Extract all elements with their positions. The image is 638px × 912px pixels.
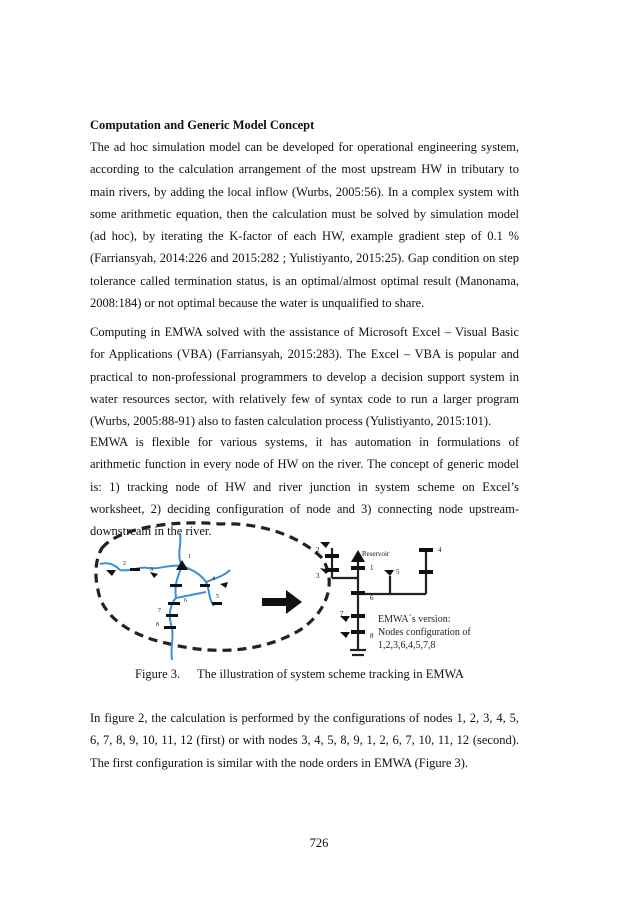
page-number: 726 — [309, 836, 329, 850]
left-node-bar — [212, 602, 222, 605]
scheme-inflow-arrow — [320, 542, 330, 548]
scheme-node-label: 1 — [370, 564, 374, 572]
paragraph-3: EMWA is flexible for various systems, it has automation in formulations of arithmetic function in every node of HW on the river. The concept of generic model is: 1) tracking node of HW and river junction in system scheme on Excel’s worksheet, 2) deciding configuration of node and 3) connecting node upstream-downstream in the river. — [90, 435, 519, 539]
reservoir-label: Reservoir — [362, 550, 390, 558]
left-node-label: 3 — [150, 567, 153, 573]
left-node-bar — [170, 584, 182, 587]
scheme-node-bar — [351, 630, 365, 634]
transform-arrow-icon — [262, 590, 302, 614]
scheme-node-label: 5 — [396, 568, 400, 576]
legend-line: 1,2,3,6,4,5,7,8 — [378, 640, 436, 651]
scheme-inflow-arrow — [384, 570, 394, 576]
left-inflow-arrow — [106, 570, 116, 576]
legend-line: Nodes configuration of — [378, 627, 471, 638]
figure-caption — [135, 667, 464, 682]
scheme-node-bar — [419, 570, 433, 574]
scheme-node-label: 7 — [340, 610, 344, 618]
left-node-bar — [130, 568, 140, 571]
left-node-label: 7 — [158, 608, 161, 614]
paragraph-4: In figure 2, the calculation is performed by the configurations of nodes 1, 2, 3, 4, 5, 6, 7, 8, 9, 10, 11, 12 (first) or with nodes 3, 4, 5, 8, 9, 1, 2, 6, 7, 10, 11, 12 (second). The first configuration is similar with the node orders in EMWA (Figure 3). — [90, 711, 519, 770]
scheme-node-label: 8 — [370, 632, 374, 640]
scheme-node-label: 3 — [316, 572, 320, 580]
river-network — [100, 533, 230, 660]
left-node-bar — [166, 614, 178, 617]
left-node-bar — [168, 602, 180, 605]
scheme-inflow-arrow — [340, 632, 350, 638]
catchment-boundary — [96, 523, 329, 650]
figure-3-svg — [90, 518, 520, 660]
figure-number: Figure 3. — [135, 667, 181, 681]
left-node-label: 6 — [184, 598, 187, 604]
figure-caption-text: The illustration of system scheme tracking in EMWA — [197, 667, 464, 681]
scheme-node-label: 6 — [370, 594, 374, 602]
legend-line: EMWA´s version: — [378, 614, 451, 625]
scheme-node-bar — [325, 554, 339, 558]
left-node-label: 8 — [156, 622, 159, 628]
scheme-node-bar — [419, 548, 433, 552]
paragraph-1: The ad hoc simulation model can be developed for operational engineering system, according to the calculation arrangement of the most upstream HW in tributary to main rivers, by adding the local inflow (Wurbs, 2005:56). In a complex system with some arithmetic equation, then the calculation must be solved by simulation model (ad hoc), by iterating the K-factor of each HW, example gradient step of 0.1 % (Farriansyah, 2014:226 and 2015:282 ; Yulistiyanto, 2015:25). Gap condition on step tolerance called termination status, is an optimal/almost optimal result (Manonama, 2008:184) or not optimal because the water is unqualified to share. — [90, 140, 519, 311]
scheme-node-bar — [351, 591, 365, 595]
paragraph-2: Computing in EMWA solved with the assistance of Microsoft Excel – Visual Basic for Applications (VBA) (Farriansyah, 2015:283). The Excel – VBA is popular and practical to non-professional programmers to develop a decision support system in water resources sector, with relatively few of syntax code to run a larger program (Wurbs, 2005:88-91) also to fasten calculation process (Yulistiyanto, 2015:101). — [90, 325, 519, 429]
left-node-label: 2 — [123, 561, 126, 567]
left-inflow-arrow — [220, 582, 228, 588]
section-heading: Computation and Generic Model Concept — [90, 118, 315, 132]
scheme-node-bar — [351, 614, 365, 618]
scheme-lines — [332, 548, 426, 655]
scheme-node-label: 4 — [438, 546, 442, 554]
figure-3-system-scheme — [90, 518, 520, 660]
left-node-bar — [164, 626, 176, 629]
scheme-node-label: 2 — [316, 546, 320, 554]
legend-box — [378, 614, 471, 651]
scheme-node-bar — [351, 566, 365, 570]
left-node-bar — [200, 584, 210, 587]
left-node-label: 4 — [212, 576, 215, 582]
left-node-label: 5 — [216, 594, 219, 600]
left-node-label: 1 — [188, 554, 191, 560]
